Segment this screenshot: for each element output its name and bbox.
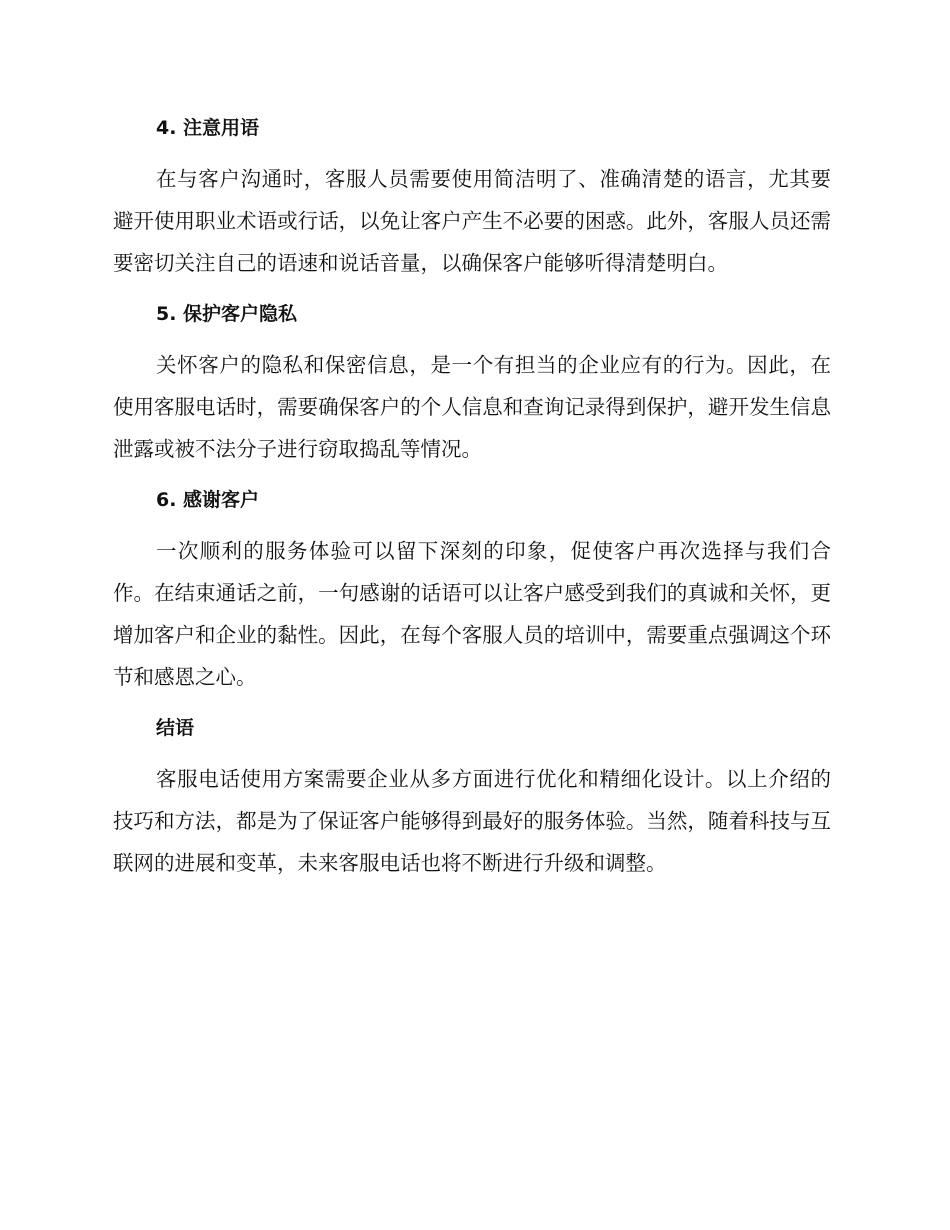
section-heading-5: 5. 保护客户隐私 — [156, 303, 298, 325]
section-body-6: 一次顺利的服务体验可以留下深刻的印象，促使客户再次选择与我们合作。在结束通话之前，一句感谢的话语可以让客户感受到我们的真诚和关怀，更增加客户和企业的黏性。因此，在每个客服人员的培训中，需要重点强调这个环节和感恩之心。 — [113, 539, 831, 689]
conclusion-heading: 结语 — [156, 717, 195, 739]
section-body-5: 关怀客户的隐私和保密信息，是一个有担当的企业应有的行为。因此，在使用客服电话时，需要确保客户的个人信息和查询记录得到保护，避开发生信息泄露或被不法分子进行窃取捣乱等情况。 — [113, 353, 831, 461]
section-body-4: 在与客户沟通时，客服人员需要使用简洁明了、准确清楚的语言，尤其要避开使用职业术语或行话，以免让客户产生不必要的困惑。此外，客服人员还需要密切关注自己的语速和说话音量，以确保客户能够听得清楚明白。 — [113, 167, 831, 275]
section-heading-4: 4. 注意用语 — [156, 117, 260, 139]
conclusion-body: 客服电话使用方案需要企业从多方面进行优化和精细化设计。以上介绍的技巧和方法，都是为了保证客户能够得到最好的服务体验。当然，随着科技与互联网的进展和变革，未来客服电话也将不断进行升级和调整。 — [113, 767, 831, 875]
section-heading-6: 6. 感谢客户 — [156, 489, 260, 511]
document-page — [113, 108, 831, 894]
